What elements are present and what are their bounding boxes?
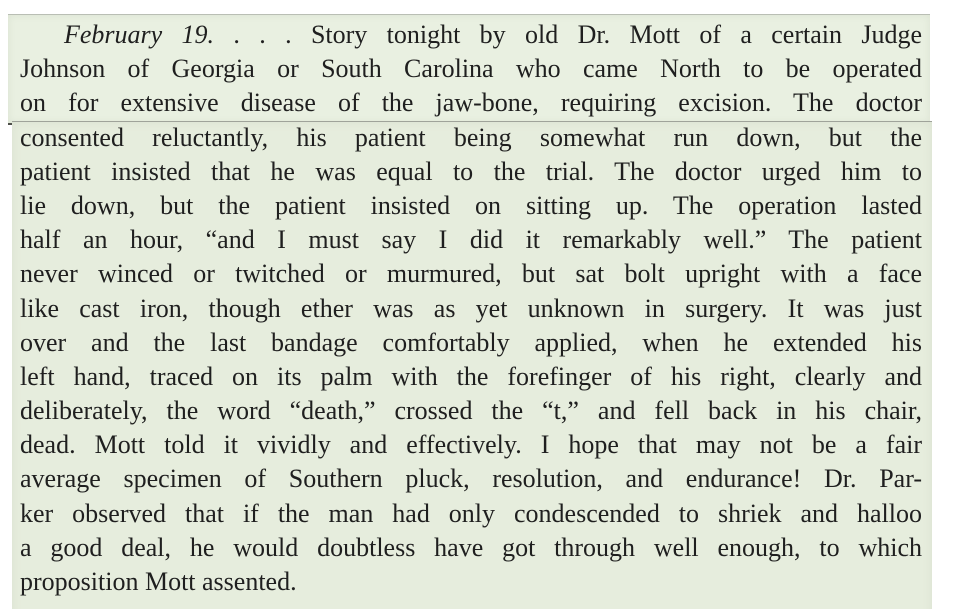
text-line: consented reluctantly, his patient being somewhat run down, but the: [20, 122, 922, 152]
entry-date: February 19.: [64, 20, 215, 49]
text-line: a good deal, he would doubtless have got through well enough, to which: [20, 532, 922, 562]
text-line: never winced or twitched or murmured, but sat bolt upright with a face: [20, 259, 922, 289]
text-line: dead. Mott told it vividly and effectively. I hope that may not be a fair: [20, 430, 922, 460]
text-line: average specimen of Southern pluck, resolution, and endurance! Dr. Par-: [20, 464, 922, 494]
diary-entry: [20, 18, 922, 599]
text-line: February 19. . . . Story tonight by old Dr. Mott of a certain Judge: [64, 20, 923, 49]
text-line: over and the last bandage comfortably applied, when he extended his: [20, 327, 922, 357]
text-line: half an hour, “and I must say I did it remarkably well.” The patient: [20, 225, 922, 255]
text-line: Johnson of Georgia or South Carolina who came North to be operated: [20, 54, 922, 84]
text-line: like cast iron, though ether was as yet unknown in surgery. It was just: [20, 293, 922, 323]
text-line: left hand, traced on its palm with the forefinger of his right, clearly and: [20, 361, 922, 391]
text-line: ker observed that if the man had only condescended to shriek and halloo: [20, 498, 922, 528]
text-line: proposition Mott assented.: [20, 567, 297, 596]
text-line: patient insisted that he was equal to the trial. The doctor urged him to: [20, 156, 922, 186]
text-line: lie down, but the patient insisted on sitting up. The operation lasted: [20, 190, 922, 220]
text-line: on for extensive disease of the jaw-bone, requiring excision. The doctor: [20, 88, 922, 118]
text-line: deliberately, the word “death,” crossed the “t,” and fell back in his chair,: [20, 396, 922, 426]
